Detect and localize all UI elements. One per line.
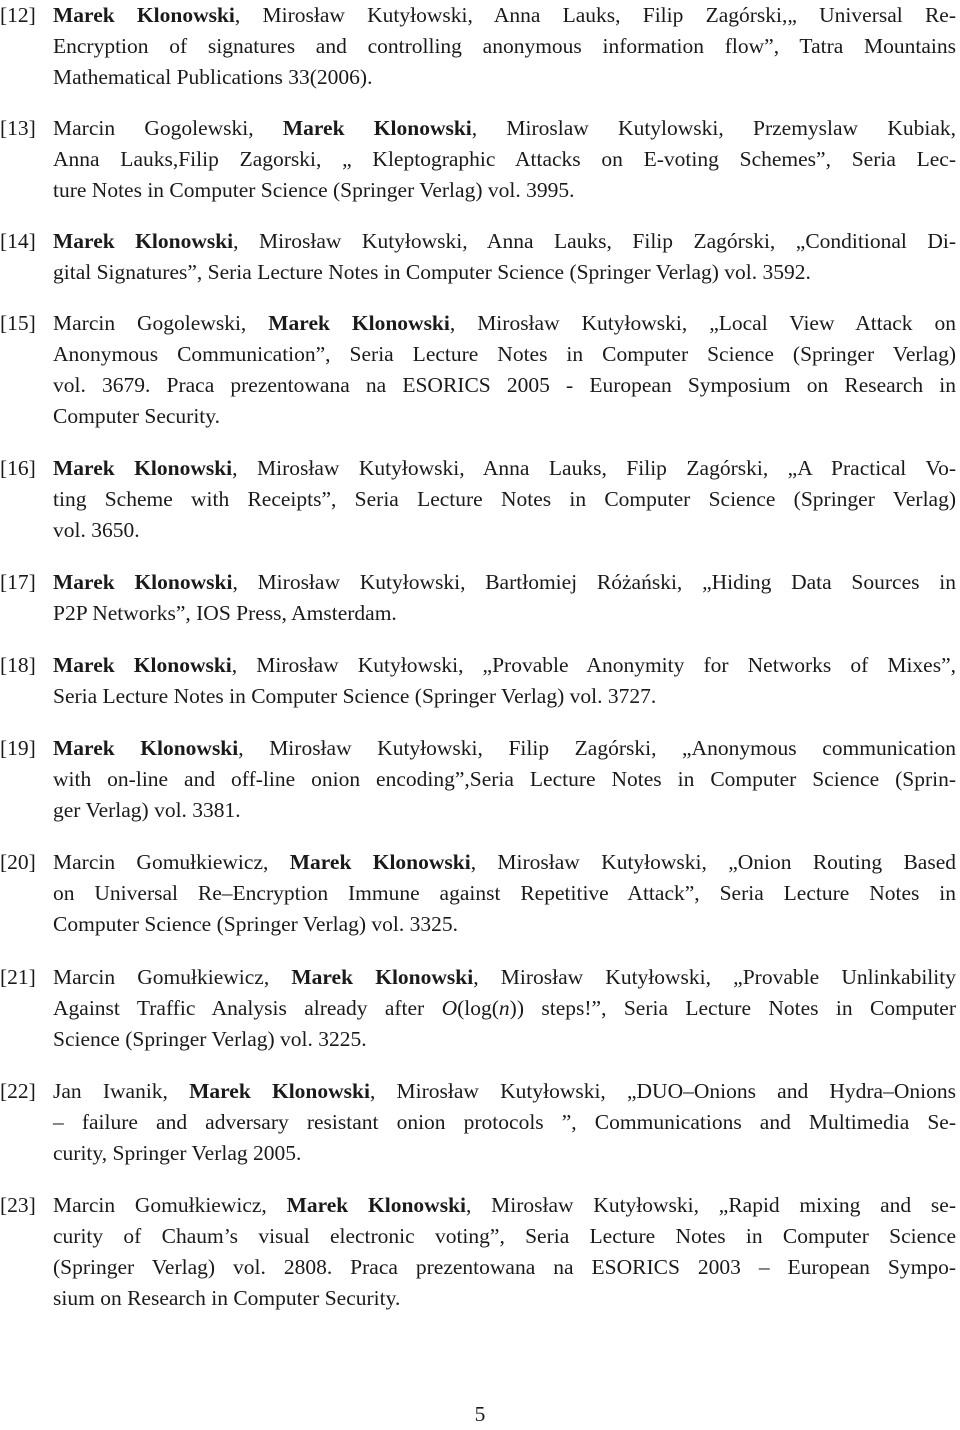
reference-text	[53, 962, 956, 1055]
reference-number: [16]	[0, 456, 36, 480]
reference-line	[53, 650, 956, 681]
reference-segment: Against Traffic Analysis already after	[53, 996, 442, 1020]
reference-line	[53, 1138, 956, 1169]
reference-text	[53, 113, 956, 206]
reference-segment: Anonymous Communication”, Seria Lecture Notes in Computer Science (Springer Verlag)	[53, 342, 956, 366]
reference-segment: Science (Springer Verlag) vol. 3225.	[53, 1027, 367, 1051]
reference-line	[53, 401, 956, 432]
reference-line	[53, 878, 956, 909]
reference-text	[53, 650, 956, 712]
reference-text	[53, 733, 956, 826]
reference-segment: Mathematical Publications 33(2006).	[53, 65, 373, 89]
reference-segment: , Mirosław Kutyłowski, Anna Lauks, Filip Zagórski,„ Universal Re-	[234, 3, 956, 27]
author-highlight: Marek Klonowski	[268, 311, 450, 335]
reference-segment: vol. 3650.	[53, 518, 140, 542]
reference-segment: (log(	[457, 996, 499, 1020]
reference-line	[53, 1283, 956, 1314]
reference-segment: – failure and adversary resistant onion protocols ”, Communications and Multimedia Se-	[53, 1110, 956, 1134]
reference-segment: curity, Springer Verlag 2005.	[53, 1141, 302, 1165]
reference-segment: ture Notes in Computer Science (Springer Verlag) vol. 3995.	[53, 178, 575, 202]
reference-line	[53, 909, 956, 940]
reference-text	[53, 226, 956, 288]
reference-text	[53, 0, 956, 93]
reference-text	[53, 567, 956, 629]
author-highlight: Marek Klonowski	[53, 229, 234, 253]
reference-number: [23]	[0, 1193, 36, 1217]
author-highlight: Marek Klonowski	[291, 965, 474, 989]
reference-segment: , Mirosław Kutyłowski, „Onion Routing Based	[470, 850, 956, 874]
reference-line	[53, 598, 956, 629]
author-highlight: Marek Klonowski	[53, 3, 235, 27]
reference-text	[53, 453, 956, 546]
reference-segment: , Mirosław Kutyłowski, Anna Lauks, Filip Zagórski, „A Practical Vo-	[232, 456, 956, 480]
author-highlight: Marek Klonowski	[53, 653, 232, 677]
reference-segment: Encryption of signatures and controlling anonymous information flow”, Tatra Mountains	[53, 34, 956, 58]
reference-segment: Marcin Gogolewski,	[53, 116, 283, 140]
reference-text	[53, 847, 956, 940]
reference-number: [12]	[0, 3, 36, 27]
reference-number: [20]	[0, 850, 36, 874]
reference-line	[53, 308, 956, 339]
reference-line	[53, 144, 956, 175]
reference-number: [14]	[0, 229, 36, 253]
reference-number: [15]	[0, 311, 36, 335]
reference-segment: , Mirosław Kutyłowski, „Provable Unlinkability	[473, 965, 956, 989]
reference-segment: , Mirosław Kutyłowski, „Local View Attack on	[449, 311, 956, 335]
author-highlight: Marek Klonowski	[289, 850, 471, 874]
reference-segment: , Mirosław Kutyłowski, Bartłomiej Różański, „Hiding Data Sources in	[232, 570, 956, 594]
reference-segment: Computer Security.	[53, 404, 220, 428]
reference-segment: ting Scheme with Receipts”, Seria Lecture Notes in Computer Science (Springer Verlag)	[53, 487, 956, 511]
reference-line	[53, 993, 956, 1024]
reference-line	[53, 484, 956, 515]
reference-line	[53, 962, 956, 993]
reference-number: [21]	[0, 965, 36, 989]
reference-line	[53, 175, 956, 206]
reference-line	[53, 567, 956, 598]
author-highlight: Marek Klonowski	[189, 1079, 370, 1103]
reference-line	[53, 764, 956, 795]
reference-segment: sium on Research in Computer Security.	[53, 1286, 401, 1310]
reference-line	[53, 1076, 956, 1107]
reference-segment: Anna Lauks,Filip Zagorski, „ Kleptographic Attacks on E-voting Schemes”, Seria Lec-	[53, 147, 956, 171]
reference-text	[53, 1076, 956, 1169]
reference-segment: , Mirosław Kutyłowski, „Rapid mixing and se-	[466, 1193, 956, 1217]
reference-segment: on Universal Re–Encryption Immune against Repetitive Attack”, Seria Lecture Notes in	[53, 881, 956, 905]
reference-line	[53, 62, 956, 93]
reference-segment: Computer Science (Springer Verlag) vol. 3325.	[53, 912, 459, 936]
reference-line	[53, 226, 956, 257]
reference-segment: P2P Networks”, IOS Press, Amsterdam.	[53, 601, 397, 625]
reference-line	[53, 339, 956, 370]
reference-line	[53, 847, 956, 878]
reference-text	[53, 308, 956, 432]
reference-line	[53, 113, 956, 144]
reference-segment: , Mirosław Kutyłowski, „DUO–Onions and Hydra–Onions	[369, 1079, 956, 1103]
reference-line	[53, 453, 956, 484]
reference-line	[53, 795, 956, 826]
reference-line	[53, 1190, 956, 1221]
reference-line	[53, 733, 956, 764]
reference-segment: Marcin Gomułkiewicz,	[53, 965, 292, 989]
reference-segment: Marcin Gomułkiewicz,	[53, 850, 290, 874]
reference-segment: )) steps!”, Seria Lecture Notes in Computer	[509, 996, 956, 1020]
reference-segment: Marcin Gomułkiewicz,	[53, 1193, 287, 1217]
reference-segment: , Mirosław Kutyłowski, „Provable Anonymity for Networks of Mixes”,	[231, 653, 956, 677]
reference-number: [19]	[0, 736, 36, 760]
reference-text	[53, 1190, 956, 1314]
math-symbol: O	[441, 996, 458, 1020]
reference-line	[53, 370, 956, 401]
reference-segment: vol. 3679. Praca prezentowana na ESORICS 2005 - European Symposium on Research in	[53, 373, 956, 397]
reference-segment: with on-line and off-line onion encoding”,Seria Lecture Notes in Computer Science (Sprin-	[53, 767, 956, 791]
reference-line	[53, 515, 956, 546]
reference-segment: , Miroslaw Kutylowski, Przemyslaw Kubiak,	[471, 116, 956, 140]
page-number: 5	[474, 1402, 486, 1426]
math-symbol: n	[498, 996, 510, 1020]
author-highlight: Marek Klonowski	[53, 570, 233, 594]
reference-line	[53, 31, 956, 62]
reference-line	[53, 1252, 956, 1283]
author-highlight: Marek Klonowski	[286, 1193, 466, 1217]
reference-line	[53, 1221, 956, 1252]
reference-number: [18]	[0, 653, 36, 677]
reference-segment: Jan Iwanik,	[53, 1079, 190, 1103]
reference-segment: , Mirosław Kutyłowski, Anna Lauks, Filip Zagórski, „Conditional Di-	[233, 229, 956, 253]
reference-segment: , Mirosław Kutyłowski, Filip Zagórski, „Anonymous communication	[238, 736, 956, 760]
reference-segment: gital Signatures”, Seria Lecture Notes in Computer Science (Springer Verlag) vol. 3592.	[53, 260, 811, 284]
reference-line	[53, 257, 956, 288]
reference-line	[53, 0, 956, 31]
reference-number: [22]	[0, 1079, 36, 1103]
reference-line	[53, 1024, 956, 1055]
reference-segment: (Springer Verlag) vol. 2808. Praca prezentowana na ESORICS 2003 – European Sympo-	[53, 1255, 956, 1279]
reference-segment: ger Verlag) vol. 3381.	[53, 798, 241, 822]
reference-segment: curity of Chaum’s visual electronic voting”, Seria Lecture Notes in Computer Science	[53, 1224, 956, 1248]
reference-number: [13]	[0, 116, 36, 140]
reference-segment: Marcin Gogolewski,	[53, 311, 269, 335]
reference-line	[53, 681, 956, 712]
author-highlight: Marek Klonowski	[282, 116, 472, 140]
reference-line	[53, 1107, 956, 1138]
reference-number: [17]	[0, 570, 36, 594]
author-highlight: Marek Klonowski	[53, 456, 233, 480]
author-highlight: Marek Klonowski	[53, 736, 239, 760]
reference-segment: Seria Lecture Notes in Computer Science (Springer Verlag) vol. 3727.	[53, 684, 657, 708]
